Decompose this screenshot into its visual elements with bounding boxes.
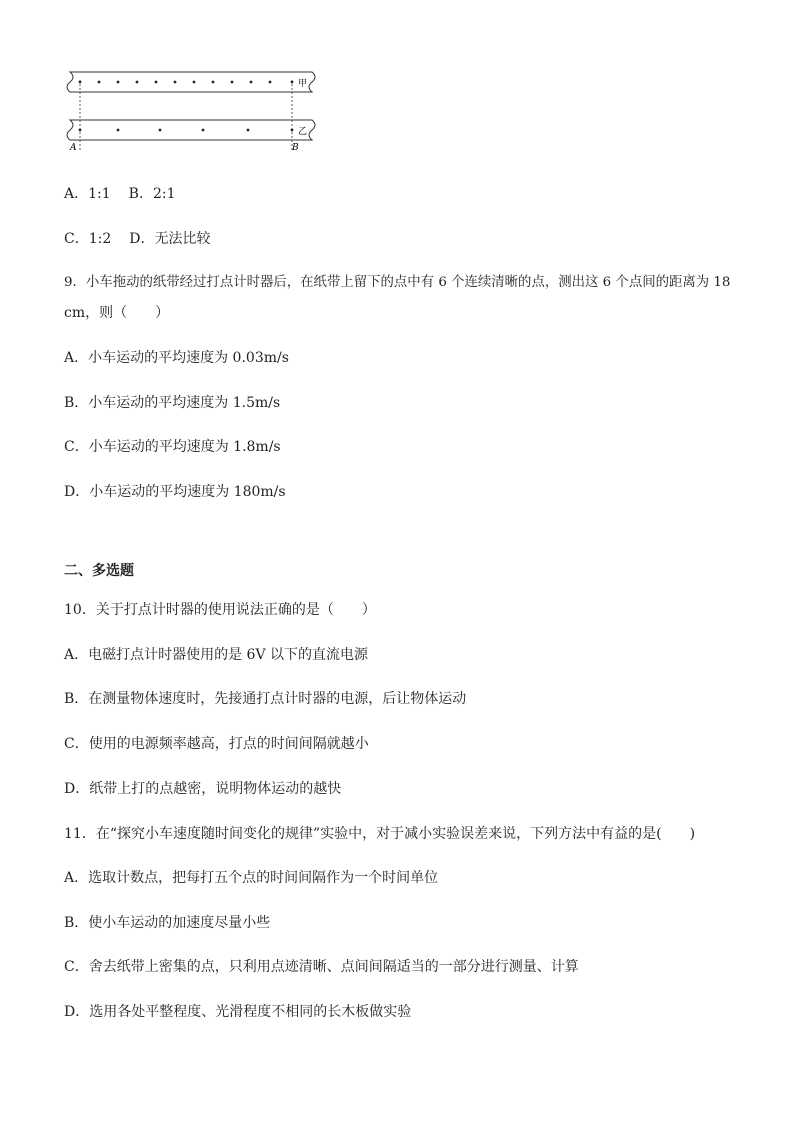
q8-option-b: B．2:1 — [128, 186, 176, 202]
q8-option-c: C．1:2 — [64, 231, 112, 247]
q10-option-c: C．使用的电源频率越高，打点的时间间隔就越小 — [64, 736, 369, 752]
q8-option-a: A．1:1 — [64, 186, 111, 202]
q11-option-c: C．舍去纸带上密集的点，只利用点迹清晰、点间间隔适当的一部分进行测量、计算 — [64, 959, 579, 975]
q10-option-d: D．纸带上打的点越密，说明物体运动的越快 — [64, 781, 342, 797]
tape-jia — [67, 72, 315, 92]
q9-option-d: D．小车运动的平均速度为 180m/s — [64, 484, 286, 500]
q9-stem-line-2: cm，则（ ） — [64, 305, 170, 321]
tape-jia-dot — [231, 81, 234, 84]
tape-jia-dot — [212, 81, 215, 84]
tape-yi-dot — [159, 129, 162, 132]
tape-yi-label: 乙 — [298, 127, 308, 137]
tape-jia-dot — [269, 81, 272, 84]
tape-jia-label: 甲 — [298, 79, 308, 89]
point-label-b: B — [292, 143, 299, 153]
tape-jia-dot — [136, 81, 139, 84]
q8-options-row-1 — [64, 185, 175, 203]
q8-option-d: D．无法比较 — [129, 231, 211, 247]
tape-jia-dot — [250, 81, 253, 84]
q8-options-row-2 — [64, 230, 210, 248]
q10-stem: 10．关于打点计时器的使用说法正确的是（ ） — [64, 602, 376, 618]
q11-option-b: B．使小车运动的加速度尽量小些 — [64, 915, 271, 931]
tape-jia-dot — [193, 81, 196, 84]
q11-option-d: D．选用各处平整程度、光滑程度不相同的长木板做实验 — [64, 1004, 412, 1020]
tape-yi-dot — [117, 129, 120, 132]
tape-jia-dot — [117, 81, 120, 84]
q9-stem-line-1: 9．小车拖动的纸带经过打点计时器后，在纸带上留下的点中有 6 个连续清晰的点，测出这 6 个点间的距离为 18 — [64, 275, 731, 290]
tape-yi — [67, 120, 315, 140]
q11-stem: 11．在“探究小车速度随时间变化的规律”实验中，对于减小实验误差来说，下列方法中有益的是( ) — [64, 826, 696, 842]
tape-yi-dot — [202, 129, 205, 132]
q10-option-b: B．在测量物体速度时，先接通打点计时器的电源，后让物体运动 — [64, 691, 467, 707]
tape-yi-dot — [247, 129, 250, 132]
q9-option-b: B．小车运动的平均速度为 1.5m/s — [64, 395, 281, 411]
paper-tape-figure — [62, 68, 326, 158]
section-title-multiple-choice: 二、多选题 — [64, 563, 134, 579]
tape-jia-dot — [155, 81, 158, 84]
q10-option-a: A．电磁打点计时器使用的是 6V 以下的直流电源 — [64, 647, 369, 663]
q9-option-c: C．小车运动的平均速度为 1.8m/s — [64, 439, 281, 455]
tape-jia-dot — [98, 81, 101, 84]
point-label-a: A — [70, 143, 77, 153]
q9-option-a: A．小车运动的平均速度为 0.03m/s — [64, 350, 289, 366]
q11-option-a: A．选取计数点，把每打五个点的时间间隔作为一个时间单位 — [64, 870, 439, 886]
tape-jia-dot — [174, 81, 177, 84]
